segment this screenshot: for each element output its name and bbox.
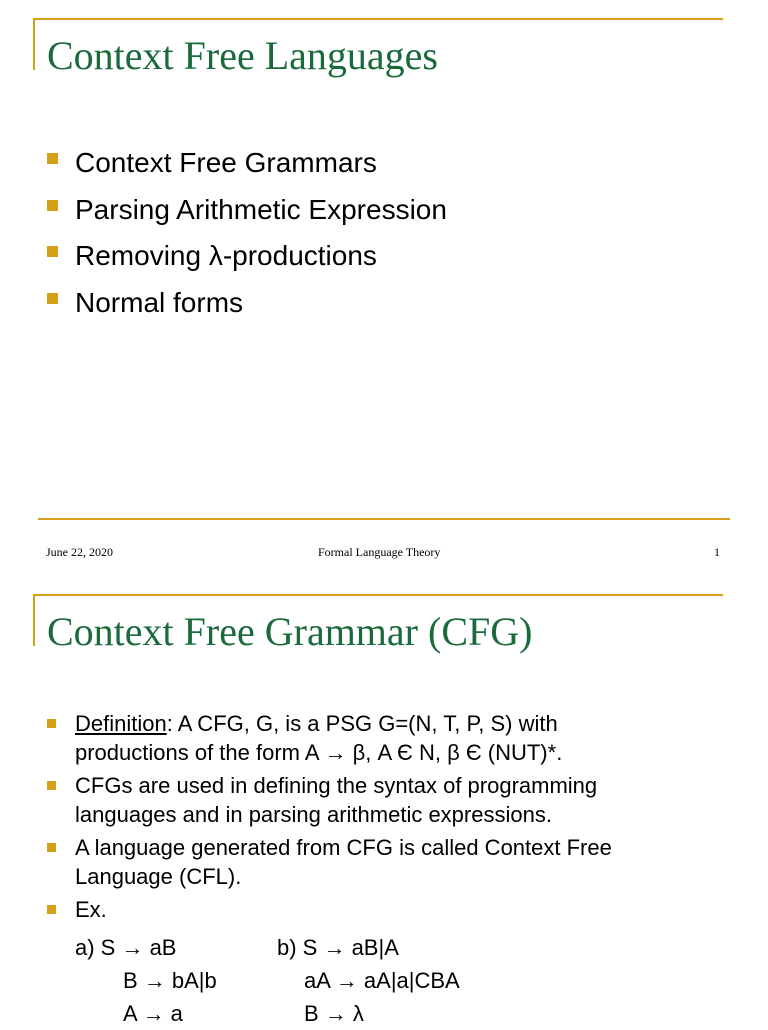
square-bullet-icon (47, 843, 56, 852)
title-top-rule (33, 18, 723, 20)
square-bullet-icon (47, 719, 56, 728)
square-bullet-icon (47, 153, 58, 164)
bullet-item: CFGs are used in defining the syntax of programming languages and in parsing arithmetic expressions. (47, 772, 612, 829)
slide-2-bullet-list (47, 710, 612, 930)
production-rule: a) S → aB (75, 935, 177, 960)
bullet-item: A language generated from CFG is called Context Free Language (CFL). (47, 834, 612, 891)
bullet-item: Removing λ-productions (47, 233, 447, 280)
footer-date: June 22, 2020 (46, 545, 113, 559)
bullet-item: Parsing Arithmetic Expression (47, 187, 447, 234)
slide-1-title: Context Free Languages (47, 33, 438, 78)
title-left-rule (33, 18, 35, 70)
square-bullet-icon (47, 905, 56, 914)
example-a-grammar (75, 931, 217, 1030)
production-rule: aA → aA|a|CBA (304, 968, 460, 993)
square-bullet-icon (47, 246, 58, 257)
square-bullet-icon (47, 200, 58, 211)
title-top-rule (33, 594, 723, 596)
footer-page-number: 1 (714, 545, 720, 559)
definition-term: Definition (75, 711, 167, 736)
square-bullet-icon (47, 293, 58, 304)
slide-2 (0, 576, 768, 1024)
title-left-rule (33, 594, 35, 646)
example-b-grammar (277, 931, 460, 1030)
footer-course-title: Formal Language Theory (318, 545, 441, 559)
footer-rule (38, 518, 730, 520)
bullet-item-example: Ex. (47, 896, 612, 925)
production-rule: B → λ (304, 1001, 364, 1026)
production-rule: b) S → aB|A (277, 935, 399, 960)
production-rule: A → a (123, 1001, 183, 1026)
bullet-item: Normal forms (47, 280, 447, 327)
slide-2-title: Context Free Grammar (CFG) (47, 609, 533, 654)
bullet-item-definition: Definition: A CFG, G, is a PSG G=(N, T, P, S) with productions of the form A → β, A Є N, β Є (NUT)*. (47, 710, 612, 767)
bullet-item: Context Free Grammars (47, 140, 447, 187)
slide-1-bullet-list (47, 140, 447, 326)
production-rule: B → bA|b (123, 968, 217, 993)
square-bullet-icon (47, 781, 56, 790)
